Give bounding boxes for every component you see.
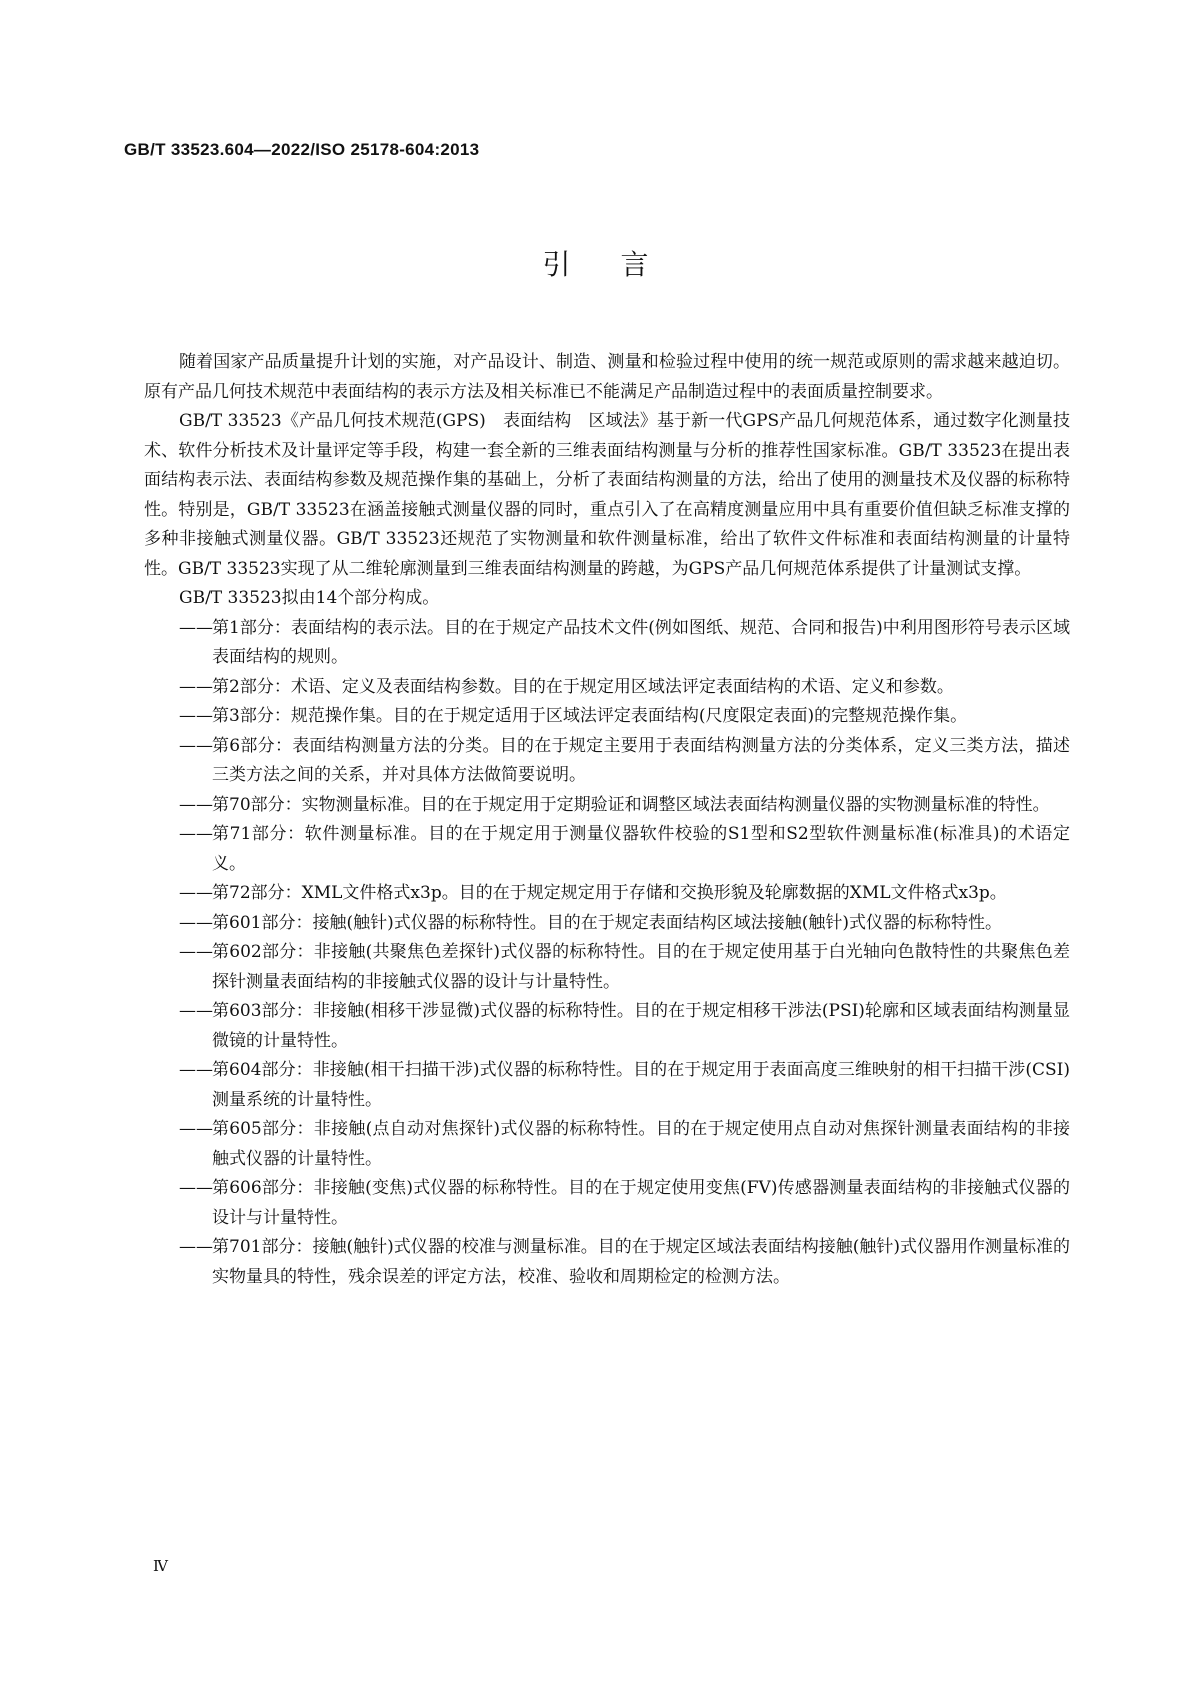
- list-item-text: 第602部分：非接触(共聚焦色差探针)式仪器的标称特性。目的在于规定使用基于白光轴向色散特性的共聚焦色差探针测量表面结构的非接触式仪器的设计与计量特性。: [212, 942, 1070, 992]
- list-dash: ——: [179, 617, 213, 638]
- list-item: [144, 1115, 1070, 1174]
- list-item: [144, 732, 1070, 791]
- list-dash: ——: [179, 824, 213, 844]
- list-item-text: 第603部分：非接触(相移干涉显微)式仪器的标称特性。目的在于规定相移干涉法(PSI)轮廓和区域表面结构测量显微镜的计量特性。: [212, 1001, 1070, 1051]
- list-item-text: 第701部分：接触(触针)式仪器的校准与测量标准。目的在于规定区域法表面结构接触(触针)式仪器用作测量标准的实物量具的特性，残余误差的评定方法，校准、验收和周期检定的检测方法。: [212, 1237, 1070, 1287]
- list-item: [144, 1056, 1070, 1115]
- list-item: [144, 673, 1070, 703]
- list-item-text: 第605部分：非接触(点自动对焦探针)式仪器的标称特性。目的在于规定使用点自动对焦探针测量表面结构的非接触式仪器的计量特性。: [212, 1119, 1070, 1169]
- intro-paragraph: GB/T 33523拟由14个部分构成。: [179, 588, 440, 608]
- list-item: [144, 997, 1070, 1056]
- list-item-text: 第72部分：XML文件格式x3p。目的在于规定规定用于存储和交换形貌及轮廓数据的XML文件格式x3p。: [212, 883, 1007, 903]
- list-dash: ——: [179, 1119, 213, 1139]
- list-item: [144, 879, 1070, 909]
- intro-paragraph: GB/T 33523《产品几何技术规范(GPS) 表面结构 区域法》基于新一代GPS产品几何规范体系，通过数字化测量技术、软件分析技术及计量评定等手段，构建一套全新的三维表面结构测量与分析的推荐性国家标准。GB/T 33523在提出表面结构表示法、表面结构参数及规范操作集的基础上，分析了表面结构测量的方法，给出了使用的测量技术及仪器的标称特性。特别是，GB/T 33523在涵盖接触式测量仪器的同时，重点引入了在高精度测量应用中具有重要价值但缺乏标准支撑的多种非接触式测量仪器。GB/T 33523还规范了实物测量和软件测量标准，给出了软件文件标准和表面结构测量的计量特性。GB/T 33523实现了从二维轮廓测量到三维表面结构测量的跨越，为GPS产品几何规范体系提供了计量测试支撑。: [144, 411, 1070, 579]
- list-item: [144, 909, 1070, 939]
- list-item-text: 第606部分：非接触(变焦)式仪器的标称特性。目的在于规定使用变焦(FV)传感器测量表面结构的非接触式仪器的设计与计量特性。: [212, 1178, 1070, 1228]
- list-item-text: 第604部分：非接触(相干扫描干涉)式仪器的标称特性。目的在于规定用于表面高度三维映射的相干扫描干涉(CSI)测量系统的计量特性。: [212, 1060, 1070, 1110]
- list-dash: ——: [179, 735, 213, 756]
- intro-paragraph: 随着国家产品质量提升计划的实施，对产品设计、制造、测量和检验过程中使用的统一规范或原则的需求越来越迫切。原有产品几何技术规范中表面结构的表示方法及相关标准已不能满足产品制造过程中的表面质量控制要求。: [144, 352, 1070, 402]
- list-dash: ——: [179, 676, 213, 697]
- list-item: [144, 1174, 1070, 1233]
- document-id: GB/T 33523.604—2022/ISO 25178-604:2013: [124, 140, 480, 159]
- section-title: 引言: [542, 248, 699, 281]
- list-item: [144, 791, 1070, 821]
- list-item: [144, 938, 1070, 997]
- document-body: [144, 348, 1070, 1292]
- list-dash: ——: [179, 1178, 213, 1198]
- list-dash: ——: [179, 1060, 213, 1080]
- list-item-text: 第71部分：软件测量标准。目的在于规定用于测量仪器软件校验的S1型和S2型软件测量标准(标准具)的术语定义。: [212, 824, 1070, 874]
- list-item: [144, 820, 1070, 879]
- list-item-text: 第6部分：表面结构测量方法的分类。目的在于规定主要用于表面结构测量方法的分类体系，定义三类方法，描述三类方法之间的关系，并对具体方法做简要说明。: [212, 735, 1070, 785]
- page-number: Ⅳ: [153, 1557, 168, 1575]
- list-item: [144, 614, 1070, 673]
- list-item-text: 第1部分：表面结构的表示法。目的在于规定产品技术文件(例如图纸、规范、合同和报告)中利用图形符号表示区域表面结构的规则。: [212, 617, 1070, 667]
- list-item: [144, 702, 1070, 732]
- list-dash: ——: [179, 912, 213, 933]
- list-dash: ——: [179, 794, 213, 815]
- list-dash: ——: [179, 1237, 213, 1257]
- list-item-text: 第70部分：实物测量标准。目的在于规定用于定期验证和调整区域法表面结构测量仪器的实物测量标准的特性。: [212, 794, 1050, 815]
- list-dash: ——: [179, 706, 213, 726]
- list-dash: ——: [179, 942, 213, 962]
- list-dash: ——: [179, 1001, 213, 1021]
- list-item: [144, 1233, 1070, 1292]
- list-item-text: 第3部分：规范操作集。目的在于规定适用于区域法评定表面结构(尺度限定表面)的完整规范操作集。: [212, 706, 968, 726]
- list-item-text: 第2部分：术语、定义及表面结构参数。目的在于规定用区域法评定表面结构的术语、定义和参数。: [212, 676, 954, 697]
- list-dash: ——: [179, 883, 213, 903]
- parts-list: [144, 614, 1070, 1293]
- list-item-text: 第601部分：接触(触针)式仪器的标称特性。目的在于规定表面结构区域法接触(触针)式仪器的标称特性。: [212, 912, 1002, 933]
